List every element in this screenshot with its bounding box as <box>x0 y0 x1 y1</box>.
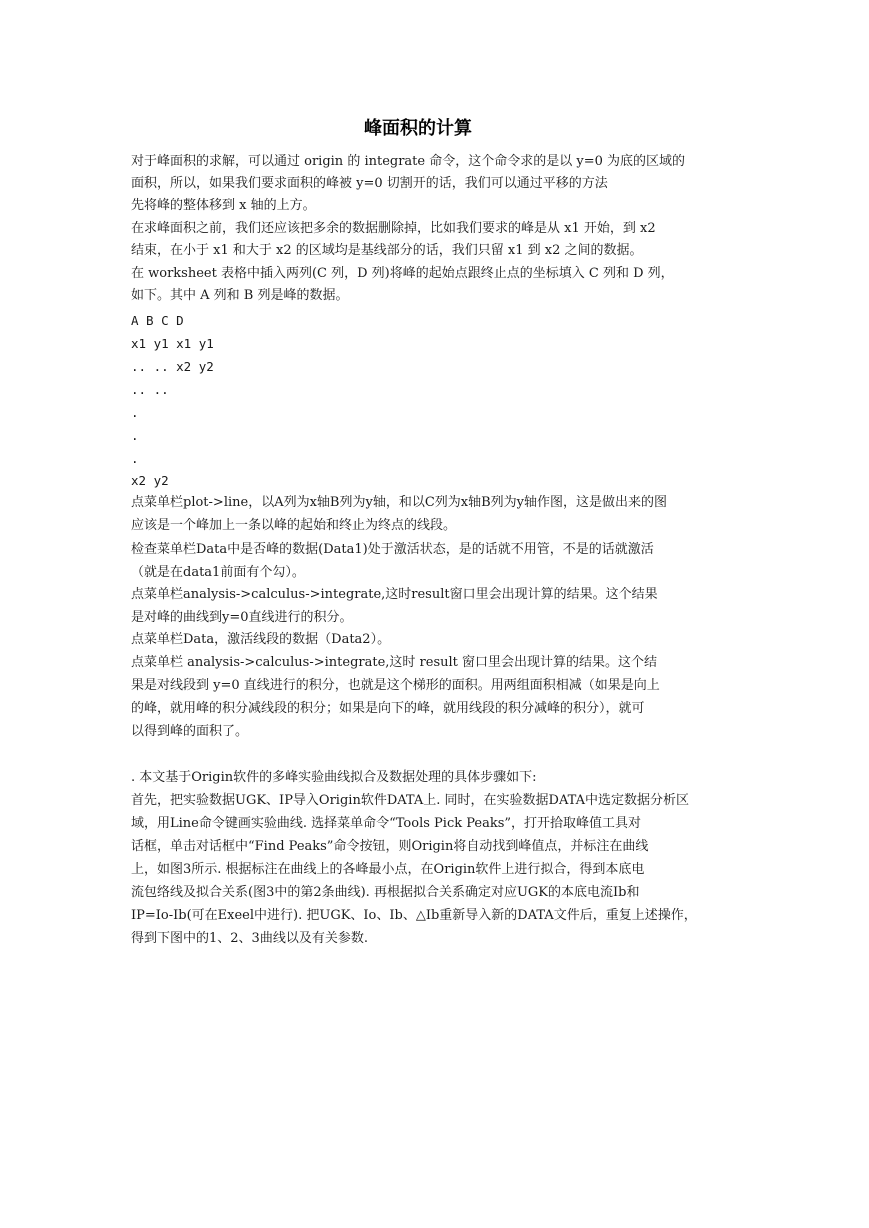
paragraph-line: 上，如图3所示. 根据标注在曲线上的各峰最小点，在Origin软件上进行拟合，得到本底电 <box>131 862 645 877</box>
table-line: x2 y2 <box>131 473 169 488</box>
paragraph-line: 先将峰的整体移到 x 轴的上方。 <box>131 198 316 213</box>
paragraph-line: 果是对线段到 y=0 直线进行的积分，也就是这个梯形的面积。用两组面积相减（如果是向上 <box>131 678 660 693</box>
paragraph-line: 点菜单栏 analysis->calculus->integrate,这时 result 窗口里会出现计算的结果。这个结 <box>131 655 658 670</box>
table-line: . <box>131 451 139 466</box>
table-line: A B C D <box>131 313 184 328</box>
paragraph-line: 点菜单栏plot->line，以A列为x轴B列为y轴，和以C列为x轴B列为y轴作图，这是做出来的图 <box>131 495 667 510</box>
table-line: .. .. <box>131 382 169 397</box>
paragraph-line: 点菜单栏analysis->calculus->integrate,这时result窗口里会出现计算的结果。这个结果 <box>131 587 658 602</box>
paragraph-line: 对于峰面积的求解，可以通过 origin 的 integrate 命令，这个命令求的是以 y=0 为底的区域的 <box>131 154 686 169</box>
paragraph-line: 得到下图中的1、2、3曲线以及有关参数. <box>131 931 368 946</box>
paragraph-line: 结束，在小于 x1 和大于 x2 的区域均是基线部分的话，我们只留 x1 到 x2 之间的数据。 <box>131 243 643 258</box>
paragraph-line: . 本文基于Origin软件的多峰实验曲线拟合及数据处理的具体步骤如下: <box>131 770 537 785</box>
paragraph-line: 的峰，就用峰的积分减线段的积分；如果是向下的峰，就用线段的积分减峰的积分），就可 <box>131 701 645 716</box>
table-line: .. .. x2 y2 <box>131 359 214 374</box>
paragraph-line: 应该是一个峰加上一条以峰的起始和终止为终点的线段。 <box>131 518 457 533</box>
paragraph-line: 在求峰面积之前，我们还应该把多余的数据删除掉，比如我们要求的峰是从 x1 开始，到 x2 <box>131 221 656 236</box>
paragraph-line: 在 worksheet 表格中插入两列(C 列，D 列)将峰的起始点跟终止点的坐标填入 C 列和 D 列， <box>131 266 674 281</box>
table-line: . <box>131 405 139 420</box>
paragraph-line: 检查菜单栏Data中是否峰的数据(Data1)处于激活状态，是的话就不用管，不是的话就激活 <box>131 542 654 557</box>
paragraph-line: 是对峰的曲线到y=0直线进行的积分。 <box>131 610 353 625</box>
table-line: x1 y1 x1 y1 <box>131 336 214 351</box>
paragraph-line: （就是在data1前面有个勾）。 <box>131 565 305 580</box>
table-line: . <box>131 428 139 443</box>
paragraph-line: 流包络线及拟合关系(图3中的第2条曲线). 再根据拟合关系确定对应UGK的本底电流Ib和 <box>131 885 640 900</box>
paragraph-line: 如下。其中 A 列和 B 列是峰的数据。 <box>131 288 349 303</box>
blank-line <box>131 744 741 766</box>
paragraph-line: 以得到峰的面积了。 <box>131 724 249 739</box>
paragraph-line: 话框，单击对话框中“Find Peaks”命令按钮，则Origin将自动找到峰值点，并标注在曲线 <box>131 839 649 854</box>
paragraph-line: 面积，所以，如果我们要求面积的峰被 y=0 切割开的话，我们可以通过平移的方法 <box>131 176 608 191</box>
paragraph-line: 域，用Line命令键画实验曲线. 选择菜单命令“Tools Pick Peaks”，打开拾取峰值工具对 <box>131 816 642 831</box>
paragraph-line: 首先，把实验数据UGK、IP导入Origin软件DATA上. 同时，在实验数据DATA中选定数据分析区 <box>131 793 689 808</box>
page-title: 峰面积的计算 <box>364 118 472 139</box>
paragraph-line: 点菜单栏Data，激活线段的数据（Data2）。 <box>131 632 391 647</box>
paragraph-line: IP=Io-Ib(可在Exeel中进行). 把UGK、Io、Ib、△Ib重新导入新的DATA文件后，重复上述操作， <box>131 908 697 923</box>
